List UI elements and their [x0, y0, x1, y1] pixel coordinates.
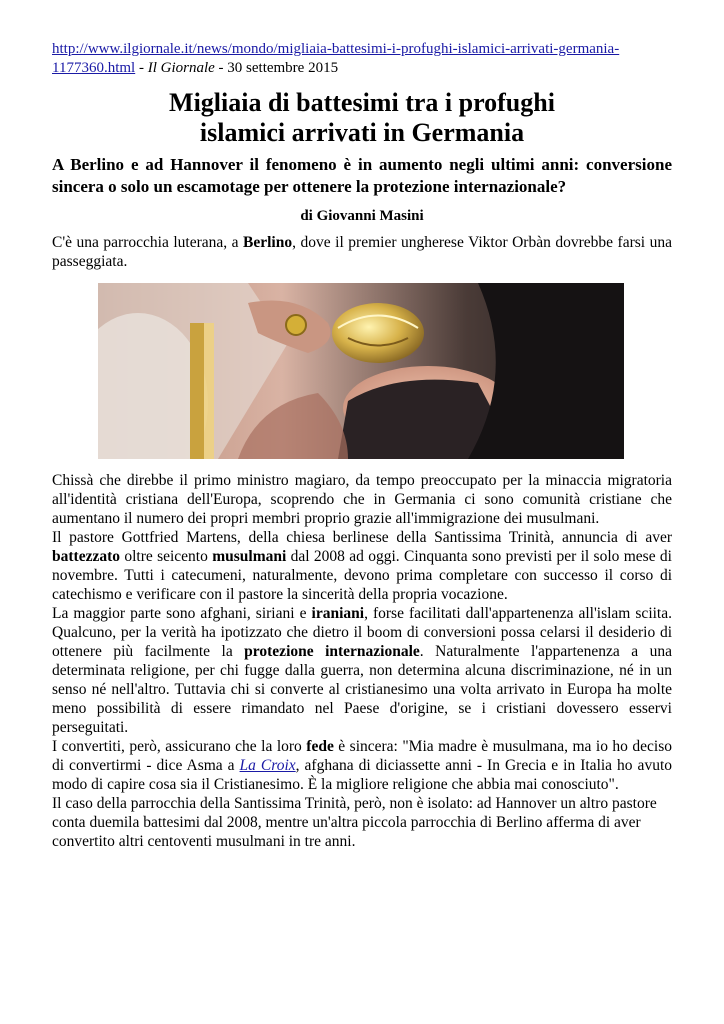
source-separator: - — [214, 60, 228, 76]
text-run: dal 2008 ad oggi. Cinquanta sono previsti per il solo mese di novembre. Tutti i catecumeni, naturalmente, devono prima completare con successo il corso di catechismo e verificare con il pastore la sincerità della propria vocazione. — [52, 548, 672, 603]
text-run: , afghana di diciassette anni - In Grecia e in Italia ho avuto modo di capire cosa sia il Cristianesimo. È la migliore religione che abbia mai conosciuto". — [52, 757, 672, 793]
source-line — [52, 40, 672, 78]
bold-run: musulmani — [212, 548, 287, 565]
bold-run: iraniani — [311, 605, 365, 622]
article-title — [52, 88, 672, 148]
paragraph-5: Il caso della parrocchia della Santissima Trinità, però, non è isolato: ad Hannover un altro pastore conta duemila battesimi dal 2008, mentre un'altra piccola parrocchia di Berlino afferma di aver convertito altri centoventi musulmani in tre anni. — [52, 795, 657, 850]
article-subtitle: A Berlino e ad Hannover il fenomeno è in aumento negli ultimi anni: conversione sincera o solo un escamotage per ottenere la protezione internazionale? — [52, 155, 672, 196]
paragraph-3 — [52, 604, 672, 737]
paragraph-2 — [52, 528, 672, 604]
text-run: La maggior parte sono afghani, siriani e — [52, 605, 312, 622]
bold-run: fede — [306, 738, 334, 755]
bold-run: Berlino — [243, 234, 293, 251]
intro-paragraph — [52, 233, 672, 271]
title-line-2: islamici arrivati in Germania — [199, 118, 525, 147]
text-run: Il pastore Gottfried Martens, della chiesa berlinese della Santissima Trinità, annuncia di aver — [52, 529, 672, 546]
source-url-link[interactable]: http://www.ilgiornale.it/news/mondo/migliaia-battesimi-i-profughi-islamici-arrivati-germania-1177360.html — [52, 41, 620, 76]
text-run: , dove il premier ungherese Viktor Orbàn dovrebbe farsi una passeggiata. — [52, 234, 672, 270]
text-run: oltre seicento — [120, 548, 213, 565]
source-separator: - — [135, 60, 148, 76]
baptism-photo-illustration — [98, 283, 624, 459]
text-run: è sincera: "Mia madre è musulmana, ma io ho deciso di convertirmi - dice Asma a — [52, 738, 673, 774]
title-line-1: Migliaia di battesimi tra i profughi — [169, 88, 555, 117]
source-publication: Il Giornale — [147, 60, 215, 76]
paragraph-1: Chissà che direbbe il primo ministro magiaro, da tempo preoccupato per la minaccia migratoria all'identità cristiana dell'Europa, scoprendo che in Germania ci sono comunità cristiane che aumentano il numero dei propri membri proprio grazie all'immigrazione dei musulmani. — [52, 472, 672, 527]
la-croix-link[interactable]: La Croix — [239, 757, 296, 774]
text-run: . Naturalmente l'appartenenza a una determinata religione, per chi fugge dalla guerra, non determina alcuna discriminazione, né in un senso né nell'altro. Tuttavia chi si converte al cristianesimo una volta arrivato in Europa ha molte meno possibilità di essere rimandato nel Paese d'origine, se i cristiani dovessero esservi perseguitati. — [52, 643, 672, 736]
text-run: C'è una parrocchia luterana, a — [52, 234, 244, 251]
bold-run: battezzato — [52, 548, 120, 565]
paragraph-4 — [52, 737, 672, 794]
byline: di Giovanni Masini — [300, 208, 424, 224]
text-run: I convertiti, però, assicurano che la loro — [52, 738, 307, 755]
bold-run: protezione internazionale — [244, 643, 420, 660]
document-page — [52, 40, 672, 851]
article-photo — [98, 283, 624, 459]
text-run: , forse facilitati dall'appartenenza all'islam sciita. Qualcuno, per la verità ha ipotizzato che dietro il boom di conversioni possa celarsi il desiderio di ottenere più facilmente la — [52, 605, 672, 660]
source-date: 30 settembre 2015 — [227, 60, 339, 76]
